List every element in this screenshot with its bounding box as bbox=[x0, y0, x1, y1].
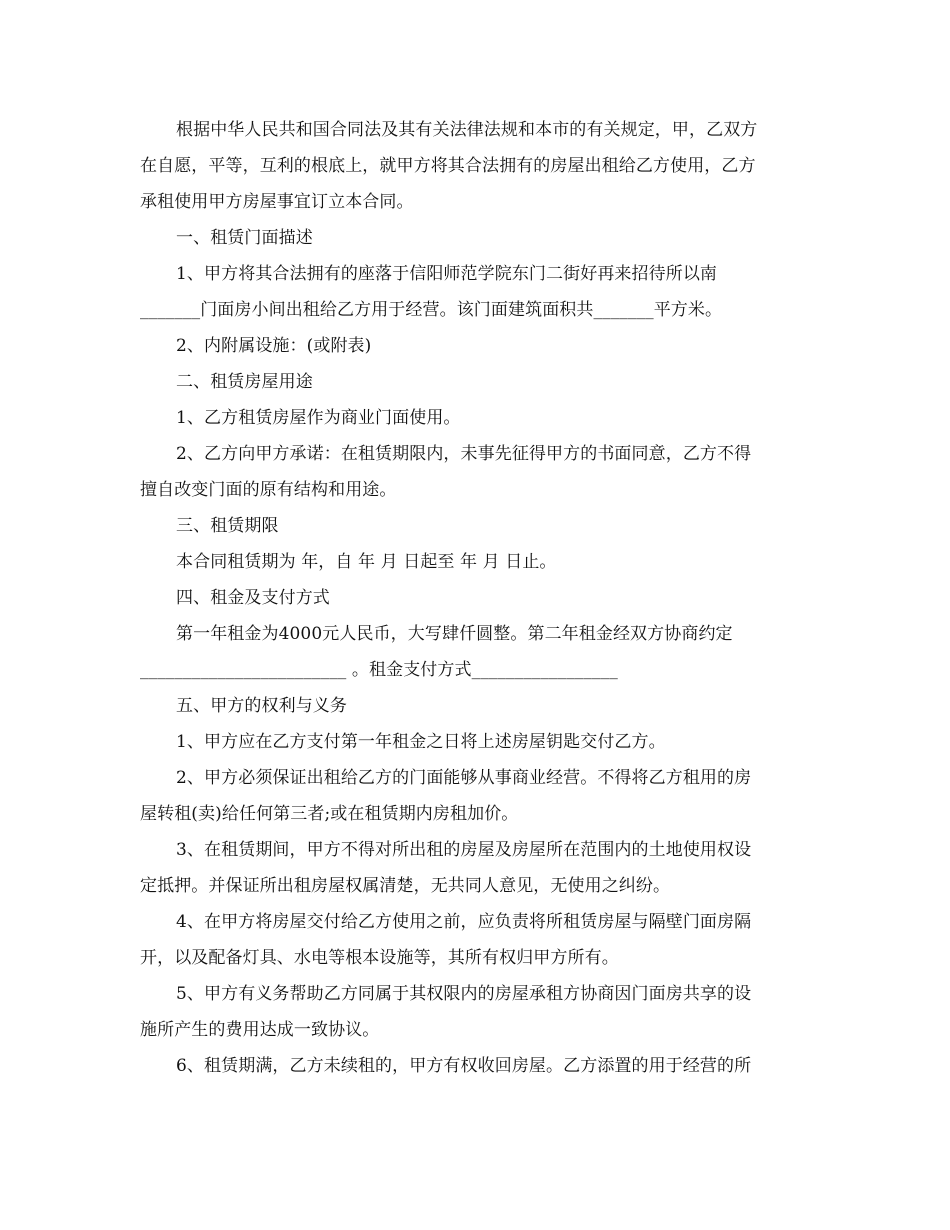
text-line: 五、甲方的权利与义务 bbox=[176, 696, 347, 716]
text-line: 3、在租赁期间，甲方不得对所出租的房屋及房屋所在范围内的土地使用权设 bbox=[176, 840, 752, 860]
text-line: 1、乙方租赁房屋作为商业门面使用。 bbox=[176, 408, 461, 428]
text-line: 二、租赁房屋用途 bbox=[176, 372, 313, 392]
text-line: 根据中华人民共和国合同法及其有关法律法规和本市的有关规定，甲，乙双方 bbox=[176, 120, 758, 140]
text-line: 开，以及配备灯具、水电等根本设施等，其所有权归甲方所有。 bbox=[140, 948, 619, 968]
text-line: ________________________ 。租金支付方式_________________ bbox=[140, 660, 618, 680]
text-line: _______门面房小间出租给乙方用于经营。该门面建筑面积共_______平方米。 bbox=[140, 300, 723, 320]
text-line: 承租使用甲方房屋事宜订立本合同。 bbox=[140, 192, 414, 212]
text-line: 一、租赁门面描述 bbox=[176, 228, 313, 248]
text-line: 6、租赁期满，乙方未续租的，甲方有权收回房屋。乙方添置的用于经营的所 bbox=[176, 1056, 752, 1076]
text-line: 屋转租(卖)给任何第三者;或在租赁期内房租加价。 bbox=[140, 804, 519, 824]
document-body bbox=[140, 112, 812, 1084]
text-line: 1、甲方应在乙方支付第一年租金之日将上述房屋钥匙交付乙方。 bbox=[176, 732, 666, 752]
text-line: 四、租金及支付方式 bbox=[176, 588, 330, 608]
text-line: 2、甲方必须保证出租给乙方的门面能够从事商业经营。不得将乙方租用的房 bbox=[176, 768, 752, 788]
text-line: 定抵押。并保证所出租房屋权属清楚，无共同人意见，无使用之纠纷。 bbox=[140, 876, 671, 896]
text-line: 施所产生的费用达成一致协议。 bbox=[140, 1020, 380, 1040]
text-line: 1、甲方将其合法拥有的座落于信阳师范学院东门二街好再来招待所以南 bbox=[176, 264, 718, 284]
text-line: 擅自改变门面的原有结构和用途。 bbox=[140, 480, 397, 500]
text-line: 在自愿，平等，互利的根底上，就甲方将其合法拥有的房屋出租给乙方使用，乙方 bbox=[140, 156, 756, 176]
text-line: 2、内附属设施：(或附表) bbox=[176, 336, 372, 356]
text-line: 三、租赁期限 bbox=[176, 516, 279, 536]
text-line: 第一年租金为4000元人民币，大写肆仟圆整。第二年租金经双方协商约定 bbox=[176, 624, 733, 644]
text-line: 5、甲方有义务帮助乙方同属于其权限内的房屋承租方协商因门面房共享的设 bbox=[176, 984, 752, 1004]
text-line: 2、乙方向甲方承诺：在租赁期限内，未事先征得甲方的书面同意，乙方不得 bbox=[176, 444, 752, 464]
text-line: 4、在甲方将房屋交付给乙方使用之前，应负责将所租赁房屋与隔壁门面房隔 bbox=[176, 912, 752, 932]
text-line: 本合同租赁期为 年，自 年 月 日起至 年 月 日止。 bbox=[176, 552, 557, 572]
